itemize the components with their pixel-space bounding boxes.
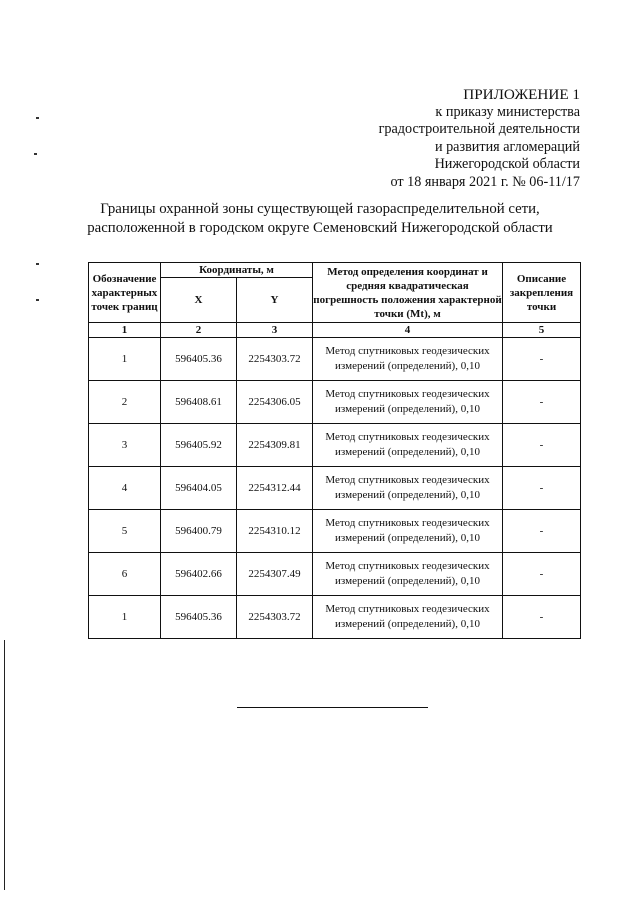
method-cell: Метод спутниковых геодезических измерений (определений), 0,10 [313, 338, 503, 381]
header-method: Метод определения координат и средняя квадратическая погрешность положения характерной точки (Mt), м [313, 263, 503, 323]
table-row [89, 510, 581, 553]
coordinates-table [88, 262, 581, 639]
point-id: 2 [89, 381, 161, 424]
method-cell: Метод спутниковых геодезических измерений (определений), 0,10 [313, 553, 503, 596]
method-cell: Метод спутниковых геодезических измерений (определений), 0,10 [313, 596, 503, 639]
document-title [60, 200, 580, 237]
scan-speck [36, 299, 39, 301]
title-line: Границы охранной зоны существующей газораспределительной сети, [100, 201, 540, 217]
point-id: 1 [89, 596, 161, 639]
point-id: 1 [89, 338, 161, 381]
header-coordinates: Координаты, м [161, 263, 313, 278]
scan-speck [36, 263, 39, 265]
scan-speck [34, 153, 37, 155]
method-cell: Метод спутниковых геодезических измерений (определений), 0,10 [313, 467, 503, 510]
appendix-line: к приказу министерства [435, 103, 580, 120]
point-id: 3 [89, 424, 161, 467]
column-number: 5 [503, 323, 581, 338]
coord-x: 596405.36 [161, 338, 237, 381]
appendix-line: градостроительной деятельности [378, 121, 580, 137]
coord-y: 2254309.81 [237, 424, 313, 467]
description-cell: - [503, 553, 581, 596]
column-number: 3 [237, 323, 313, 338]
coord-x: 596400.79 [161, 510, 237, 553]
table-row [89, 381, 581, 424]
table-row [89, 424, 581, 467]
point-id: 4 [89, 467, 161, 510]
appendix-header [280, 86, 580, 191]
description-cell: - [503, 467, 581, 510]
table-row [89, 467, 581, 510]
coord-y: 2254307.49 [237, 553, 313, 596]
coord-y: 2254306.05 [237, 381, 313, 424]
coord-y: 2254310.12 [237, 510, 313, 553]
method-cell: Метод спутниковых геодезических измерений (определений), 0,10 [313, 510, 503, 553]
column-number: 1 [89, 323, 161, 338]
header-x: X [161, 278, 237, 323]
header-designation: Обозначение характерных точек границ [89, 263, 161, 323]
scan-edge-line [4, 640, 5, 890]
table-row [89, 596, 581, 639]
coord-x: 596402.66 [161, 553, 237, 596]
coord-x: 596404.05 [161, 467, 237, 510]
closing-rule [237, 707, 428, 708]
coord-x: 596405.36 [161, 596, 237, 639]
column-number: 2 [161, 323, 237, 338]
method-cell: Метод спутниковых геодезических измерений (определений), 0,10 [313, 381, 503, 424]
method-cell: Метод спутниковых геодезических измерений (определений), 0,10 [313, 424, 503, 467]
description-cell: - [503, 596, 581, 639]
header-y: Y [237, 278, 313, 323]
table-row [89, 553, 581, 596]
coord-y: 2254312.44 [237, 467, 313, 510]
coord-x: 596405.92 [161, 424, 237, 467]
header-description: Описание закрепления точки [503, 263, 581, 323]
point-id: 6 [89, 553, 161, 596]
coord-y: 2254303.72 [237, 338, 313, 381]
point-id: 5 [89, 510, 161, 553]
appendix-title: ПРИЛОЖЕНИЕ 1 [463, 86, 580, 103]
description-cell: - [503, 338, 581, 381]
table-row [89, 338, 581, 381]
description-cell: - [503, 510, 581, 553]
title-line: расположенной в городском округе Семеновский Нижегородской области [87, 219, 553, 236]
description-cell: - [503, 381, 581, 424]
coord-x: 596408.61 [161, 381, 237, 424]
appendix-line: от 18 января 2021 г. № 06-11/17 [390, 173, 580, 190]
scan-speck [36, 117, 39, 119]
description-cell: - [503, 424, 581, 467]
column-number: 4 [313, 323, 503, 338]
appendix-line: и развития агломераций [434, 138, 580, 155]
coord-y: 2254303.72 [237, 596, 313, 639]
appendix-line: Нижегородской области [434, 156, 580, 172]
